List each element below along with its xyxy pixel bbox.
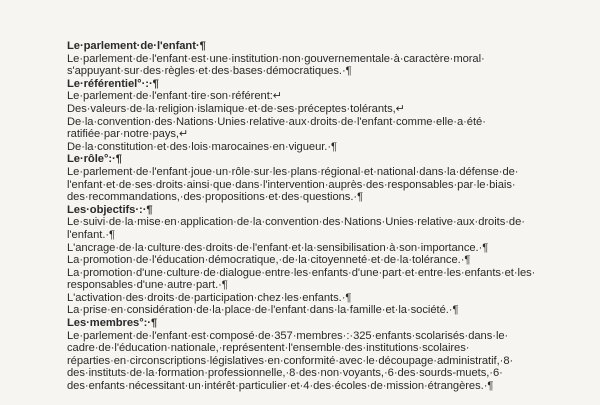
text-line: l'enfant.·¶ [67,228,116,241]
text-line: des·instituts·de·la·formation·professionnelle,·8·des·non·voyants,·6·des·sourds-muets,·6· [67,367,503,380]
text-line: De·la·convention·des·Nations·Unies·relative·aux·droits·de·l'enfant·comme·elle·a·été· [67,115,486,128]
text-line: responsables·d'une·autre·part.·¶ [67,279,228,292]
document-title: Le·parlement·de·l'enfant·¶ [67,40,206,52]
paragraph [67,53,587,78]
text-line: s'appuyant·sur·des·règles·et·des·bases·démocratiques.·¶ [67,65,352,78]
text-line: La·prise·en·considération·de·la·place·de·l'enfant·dans·la·famille·et·la·société.·¶ [67,304,459,317]
text-line: des·enfants·nécessitant·un·intérêt·particulier·et·4·des·écoles·de·mission·étrangères.·¶ [67,380,494,393]
text-line: Des·valeurs·de·la·religion·islamique·et·de·ses·préceptes·tolérants,↵ [67,102,405,115]
text-line: Le·parlement·de·l'enfant·joue·un·rôle·sur·les·plans·régional·et·national·dans·la·défense·de· [67,165,519,178]
text-line: L'ancrage·de·la·culture·des·droits·de·l'enfant·et·la·sensibilisation·à·son·importance.·¶ [67,241,489,254]
paragraph [67,90,587,153]
text-line: Le·parlement·de·l'enfant·tire·son·référent:↵ [67,90,283,103]
text-line: Le·parlement·de·l'enfant·est·une·institution·non·gouvernementale·à·caractère·moral· [67,52,485,65]
text-line: La·promotion·de·l'éducation·démocratique,·de·la·citoyenneté·et·de·la·tolérance.·¶ [67,254,471,267]
text-line: L'activation·des·droits·de·participation·chez·les·enfants.·¶ [67,291,352,304]
text-line: Le·suivi·de·la·mise·en·application·de·la·convention·des·Nations·Unies·relative·aux·droits·de· [67,216,525,229]
text-line: cadre·de·l'éducation·nationale,·représentent·l'ensemble·des·institutions·scolaires· [67,342,470,355]
text-line: l'enfant·et·de·ses·droits·ainsi·que·dans·l'intervention·auprès·des·responsables·par·le·biais· [67,178,516,191]
text-line: des·recommandations,·des·propositions·et·des·questions.·¶ [67,191,364,204]
paragraph [67,216,587,241]
paragraph [67,330,587,393]
paragraph [67,292,587,305]
section-heading: Le·référentiel°·:·¶ [67,77,159,90]
paragraph [67,267,587,292]
paragraph [67,166,587,204]
section-heading: Le·rôle°:·¶ [67,153,122,166]
section-heading: Les·membres°:·¶ [67,317,158,330]
text-line: De·la·constitution·et·des·lois·marocaines·en·vigueur.·¶ [67,140,337,153]
paragraph [67,242,587,255]
text-line: La·promotion·d'une·culture·de·dialogue·entre·les·enfants·d'une·part·et·entre·les·enfants·et·les· [67,266,536,279]
section-heading: Les·objectifs·:·¶ [67,203,153,216]
text-line: réparties·en·circonscriptions·législatives·en·conformité·avec·le·découpage·administratif,·8· [67,354,514,367]
text-line: Le·parlement·de·l'enfant·est·composé·de·357·membres·:·325·enfants·scolarisés·dans·le· [67,329,509,342]
paragraph [67,304,587,317]
text-line: ratifiée·par·notre·pays,↵ [67,128,189,141]
document-body [67,40,587,393]
paragraph [67,254,587,267]
